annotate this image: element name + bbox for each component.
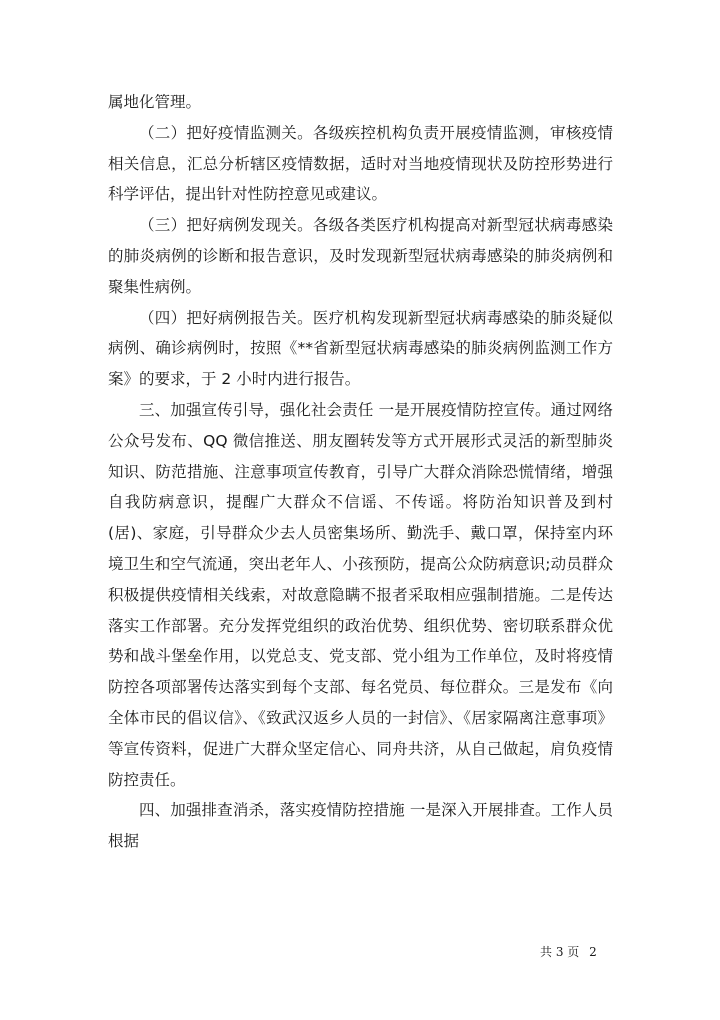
total-pages-label: 共 3 页 (540, 945, 580, 959)
paragraph-continuation: 属地化管理。 (108, 93, 202, 111)
page-footer (540, 943, 620, 960)
document-body (108, 87, 613, 857)
paragraph-case-discovery: （三）把好病例发现关。各级各类医疗机构提高对新型冠状病毒感染的肺炎病例的诊断和报告意识，及时发现新型冠状病毒感染的肺炎病例和聚集性病例。 (108, 216, 613, 296)
page-number: 2 (589, 945, 597, 959)
paragraph-publicity: 三、加强宣传引导，强化社会责任 一是开展疫情防控宣传。通过网络公众号发布、QQ 微信推送、朋友圈转发等方式开展形式灵活的新型肺炎知识、防范措施、注意事项宣传教育，引导广大群众消除恐慌情绪，增强自我防病意识，提醒广大群众不信谣、不传谣。将防治知识普及到村(居)、家庭，引导群众少去人员密集场所、勤洗手、戴口罩，保持室内环境卫生和空气流通，突出老年人、小孩预防，提高公众防病意识;动员群众积极提供疫情相关线索，对故意隐瞒不报者采取相应强制措施。二是传达落实工作部署。充分发挥党组织的政治优势、组织优势、密切联系群众优势和战斗堡垒作用，以党总支、党支部、党小组为工作单位，及时将疫情防控各项部署传达落实到每个支部、每名党员、每位群众。三是发布《向全体市民的倡议信》、《致武汉返乡人员的一封信》、《居家隔离注意事项》等宣传资料，促进广大群众坚定信心、同舟共济，从自己做起，肩负疫情防控责任。 (108, 400, 613, 789)
paragraph-monitoring: （二）把好疫情监测关。各级疾控机构负责开展疫情监测，审核疫情相关信息，汇总分析辖区疫情数据，适时对当地疫情现状及防控形势进行科学评估，提出针对性防控意见或建议。 (108, 123, 613, 204)
paragraph-case-reporting: （四）把好病例报告关。医疗机构发现新型冠状病毒感染的肺炎疑似病例、确诊病例时，按照《**省新型冠状病毒感染的肺炎病例监测工作方案》的要求，于 2 小时内进行报告。 (108, 308, 613, 389)
paragraph-screening: 四、加强排查消杀，落实疫情防控措施 一是深入开展排查。工作人员根据 (108, 801, 613, 851)
